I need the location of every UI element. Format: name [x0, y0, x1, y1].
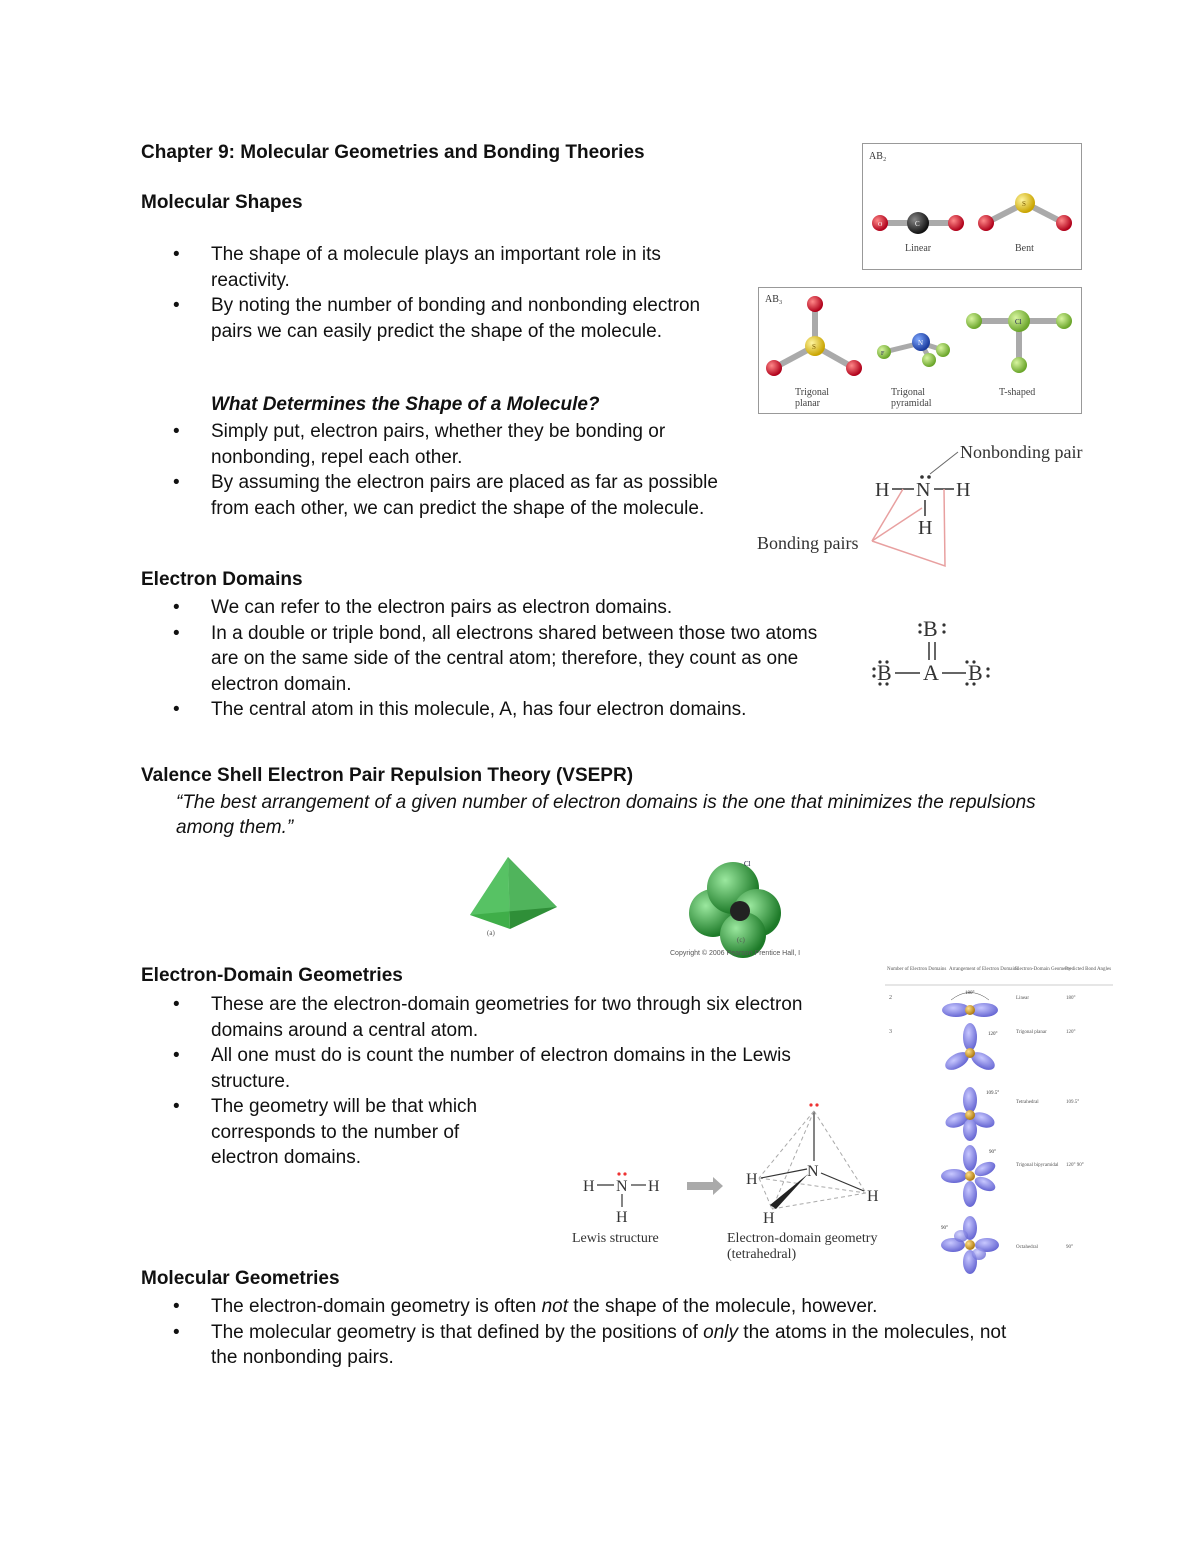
- figure-ab2: [862, 143, 1082, 270]
- pointer-line: [872, 508, 922, 541]
- section-heading-electron-domains: Electron Domains: [141, 569, 303, 590]
- atom-label: N: [616, 1178, 628, 1195]
- section-heading-molecular-shapes: Molecular Shapes: [141, 192, 303, 213]
- edg-table-diagram: [885, 963, 1113, 1278]
- central-atom: [965, 1110, 975, 1120]
- edge-dashed: [759, 1111, 814, 1178]
- orbital-lobe: [963, 1087, 977, 1113]
- figure-lewis-to-edg: [565, 1095, 910, 1265]
- orbital-lobe: [963, 1181, 977, 1207]
- text: the shape of the molecule, however.: [567, 1296, 878, 1317]
- figure-bab-lewis: [862, 610, 1002, 690]
- row-linear: [889, 991, 1076, 1017]
- caption: planar: [795, 398, 820, 409]
- list-item: • The central atom in this molecule, A, has four electron domains.: [141, 697, 841, 723]
- figure-edg-table: [885, 963, 1113, 1278]
- emphasis: only: [703, 1321, 739, 1343]
- fluorine-atom: [1056, 313, 1072, 329]
- arrow-right-icon: [687, 1177, 723, 1195]
- table-header: Arrangement of Electron Domains: [949, 967, 1019, 972]
- angle-label: 120°: [988, 1032, 998, 1037]
- oxygen-atom: [1056, 215, 1072, 231]
- row-trigonal-planar: [889, 1023, 1076, 1074]
- atom-label: H: [746, 1171, 758, 1188]
- lewis-to-edg-diagram: [565, 1095, 910, 1265]
- atom-label: O: [878, 222, 883, 228]
- fluorine-atom: [936, 343, 950, 357]
- domain-count: 2: [889, 995, 892, 1001]
- orbital-lobe: [963, 1119, 977, 1141]
- fluorine-atom: [922, 353, 936, 367]
- section-heading-vsepr: Valence Shell Electron Pair Repulsion Theory (VSEPR): [141, 765, 634, 786]
- list-item: • By noting the number of bonding and nonbonding electron pairs we can easily predict the shape of the molecule.: [141, 293, 731, 344]
- ab3-diagram: [759, 288, 1081, 413]
- domain-count: 3: [889, 1029, 892, 1035]
- ab3-label: AB₃: [765, 294, 783, 305]
- oxygen-atom: [948, 215, 964, 231]
- oxygen-atom: [978, 215, 994, 231]
- atom-label: H: [583, 1178, 595, 1195]
- central-atom: [965, 1240, 975, 1250]
- lone-pair-dot: [623, 1172, 626, 1175]
- figure-ab3: [758, 287, 1082, 414]
- oxygen-atom: [766, 360, 782, 376]
- bond-angles: 120°: [1066, 1030, 1076, 1035]
- geometry-name: Trigonal bipyramidal: [1016, 1163, 1059, 1168]
- bond-line: [821, 1173, 864, 1191]
- orbital-lobe: [972, 1248, 986, 1260]
- edge-dashed: [759, 1178, 772, 1209]
- figure-vsepr-models: [460, 845, 800, 960]
- caption-a: (a): [487, 929, 495, 937]
- atom-label: B: [968, 660, 983, 685]
- atom-label: C: [915, 220, 920, 228]
- list-item: • These are the electron-domain geometries for two through six electron domains around a central atom.: [141, 992, 811, 1043]
- nh3-pairs-diagram: [752, 436, 1112, 572]
- emphasis: not: [541, 1296, 568, 1317]
- tetrahedron-face: [470, 857, 557, 915]
- atom-label: F: [881, 351, 885, 357]
- shape-determinant-list: [141, 419, 741, 521]
- list-item: • In a double or triple bond, all electrons shared between those two atoms are on the same side of the central atom; therefore, they count as one electron domain.: [141, 621, 841, 698]
- atom-label: B: [923, 616, 938, 641]
- atom-label: H: [875, 479, 890, 501]
- table-header: Electron-Domain Geometry: [1015, 967, 1071, 972]
- caption: Trigonal: [795, 387, 830, 398]
- bond-angles: 180°: [1066, 996, 1076, 1001]
- list-item: • The geometry will be that which corresponds to the number of electron domains.: [141, 1094, 516, 1171]
- atom-label: H: [763, 1210, 775, 1227]
- row-trigonal-bipyramidal: [941, 1145, 1084, 1207]
- caption-edg: Electron-domain geometry: [727, 1231, 878, 1246]
- molecular-geometries-list: [141, 1294, 1021, 1371]
- angle-label: 90°: [941, 1226, 948, 1231]
- orbital-lobe: [963, 1023, 977, 1051]
- bond-angles: 109.5°: [1066, 1100, 1080, 1105]
- angle-label: 90°: [989, 1150, 996, 1155]
- atom-label: A: [923, 660, 939, 685]
- section-heading-molecular-geometries: Molecular Geometries: [141, 1268, 340, 1289]
- atom-label: H: [616, 1209, 628, 1226]
- bond-angles: 90°: [1066, 1245, 1073, 1250]
- row-octahedral: [941, 1216, 1073, 1274]
- angle-label: 180°: [965, 991, 975, 996]
- fluorine-atom: [966, 313, 982, 329]
- atom-label: S: [1022, 200, 1026, 208]
- page-title: Chapter 9: Molecular Geometries and Bonding Theories: [141, 142, 645, 163]
- geometry-name: Linear: [1016, 996, 1030, 1001]
- pointer-line: [930, 452, 958, 474]
- caption-edg-tetrahedral: (tetrahedral): [727, 1247, 797, 1262]
- caption-lewis-structure: Lewis structure: [572, 1231, 659, 1246]
- bond-line: [761, 1169, 807, 1178]
- angle-label: 109.5°: [986, 1091, 1000, 1096]
- geometry-name: Trigonal planar: [1016, 1030, 1047, 1035]
- figure-nh3-pairs: [752, 436, 1112, 572]
- vsepr-models-diagram: [460, 845, 800, 960]
- list-item: • All one must do is count the number of electron domains in the Lewis structure.: [141, 1043, 821, 1094]
- fluorine-atom: [1011, 357, 1027, 373]
- atom-label: B: [877, 660, 892, 685]
- section-heading-edg: Electron-Domain Geometries: [141, 965, 403, 986]
- list-item: • We can refer to the electron pairs as electron domains.: [141, 595, 841, 621]
- orbital-lobe: [954, 1230, 968, 1242]
- caption-c: (c): [737, 936, 745, 944]
- list-item: [141, 1320, 1011, 1371]
- subheading-shape-determinant: What Determines the Shape of a Molecule?: [211, 394, 600, 415]
- list-item: • Simply put, electron pairs, whether they be bonding or nonbonding, repel each other.: [141, 419, 741, 470]
- caption: Trigonal: [891, 387, 926, 398]
- atom-label: Cl: [1015, 318, 1022, 326]
- atom-label: H: [867, 1188, 879, 1205]
- list-item: • By assuming the electron pairs are placed as far as possible from each other, we can predict the shape of the molecule.: [141, 470, 741, 521]
- central-atom: [965, 1048, 975, 1058]
- carbon-sphere: [730, 901, 750, 921]
- vsepr-quote: “The best arrangement of a given number of electron domains is the one that minimizes the repulsions among them.”: [176, 792, 1036, 838]
- label-nonbonding-pair: Nonbonding pair: [960, 442, 1083, 462]
- text: The molecular geometry is that defined by the positions of: [211, 1321, 704, 1343]
- bab-lewis-diagram: [862, 610, 1002, 690]
- ab2-diagram: [863, 144, 1081, 269]
- orbital-lobe: [941, 1169, 967, 1183]
- lone-pair-dot: [617, 1172, 620, 1175]
- list-item: • The shape of a molecule plays an important role in its reactivity.: [141, 242, 741, 293]
- atom-label: N: [918, 339, 924, 347]
- caption: T-shaped: [999, 387, 1036, 398]
- atom-label: S: [812, 343, 816, 351]
- oxygen-atom: [846, 360, 862, 376]
- caption-bent: Bent: [1015, 243, 1034, 254]
- central-atom: [965, 1171, 975, 1181]
- lone-pair-dot: [815, 1103, 818, 1106]
- copyright-text: Copyright © 2006 Pearson Prentice Hall, Inc.: [670, 950, 800, 957]
- atom-label: H: [918, 517, 933, 539]
- orbital-lobe: [963, 1145, 977, 1171]
- geometry-name: Tetrahedral: [1016, 1100, 1039, 1105]
- row-tetrahedral: [943, 1087, 1079, 1141]
- list-item: [141, 1294, 1021, 1320]
- atom-label: H: [956, 479, 971, 501]
- table-header: Predicted Bond Angles: [1065, 967, 1112, 972]
- table-header: Number of Electron Domains: [887, 967, 947, 972]
- ab2-label: AB₂: [869, 151, 887, 162]
- central-atom: [965, 1005, 975, 1015]
- atom-label: N: [916, 479, 931, 501]
- lone-pair-dot: [809, 1103, 812, 1106]
- bond-angles: 120° 90°: [1066, 1163, 1084, 1168]
- atom-label: Cl: [744, 860, 751, 868]
- geometry-name: Octahedral: [1016, 1245, 1038, 1250]
- text: The electron-domain geometry is often: [211, 1296, 542, 1317]
- caption-linear: Linear: [905, 243, 932, 254]
- electron-domains-list: [141, 595, 841, 723]
- label-bonding-pairs: Bonding pairs: [757, 533, 859, 553]
- atom-label: H: [648, 1178, 660, 1195]
- atom-label: N: [807, 1163, 819, 1180]
- molecular-shapes-list: [141, 242, 741, 344]
- edge-dashed: [772, 1111, 814, 1209]
- text: the atoms in the molecules, not the nonbonding pairs.: [211, 1321, 1007, 1368]
- oxygen-atom: [807, 296, 823, 312]
- caption: pyramidal: [891, 398, 932, 409]
